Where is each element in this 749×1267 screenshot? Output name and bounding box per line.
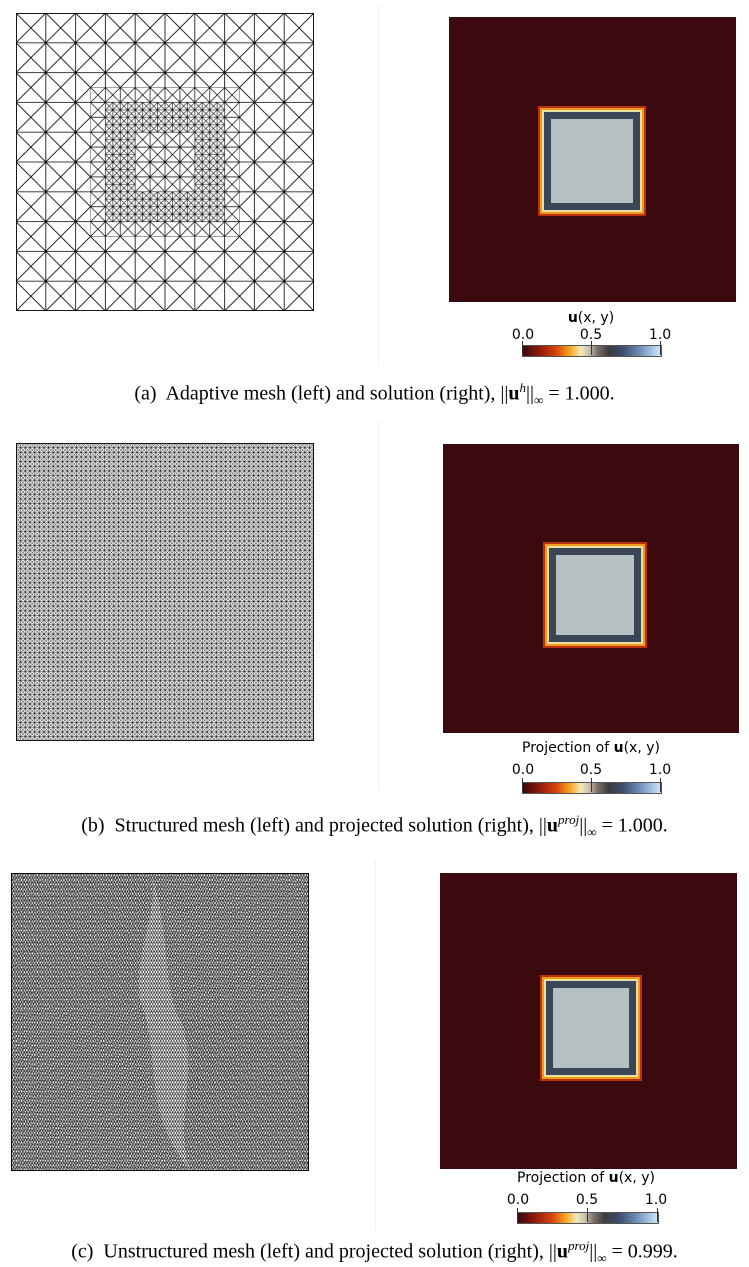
colorbar-tick-label: 1.0 (648, 762, 672, 778)
colorbar-tick-label: 0.0 (506, 1192, 530, 1208)
panel-separator (378, 5, 379, 365)
colorbar-tick (591, 341, 592, 355)
adaptive-mesh (16, 13, 314, 311)
colorbar-title: u(x, y) (567, 310, 615, 326)
caption-c: (c) Unstructured mesh (left) and projected solution (right), $||u^{proj}||_\infty = 0.999$. (71, 1238, 678, 1266)
colorbar-tick-label: 1.0 (644, 1192, 668, 1208)
solution-field (443, 444, 739, 733)
colorbar-tick (660, 341, 661, 355)
colorbar-tick-label: 0.5 (575, 1192, 599, 1208)
caption-a: (a) Adaptive mesh (left) and solution (right), $||u^h||_\infty = 1.000$. (134, 380, 615, 408)
colorbar-tick (587, 1208, 588, 1222)
colorbar-tick-label: 0.0 (511, 327, 535, 343)
colorbar-tick-label: 0.5 (579, 762, 603, 778)
solution-square (544, 112, 640, 210)
colorbar-tick (660, 778, 661, 792)
solution-field (440, 873, 737, 1169)
solution-square (546, 981, 636, 1075)
colorbar-title: Projection of u(x, y) (517, 1170, 655, 1186)
colorbar-tick (522, 778, 523, 792)
caption-b: (b) Structured mesh (left) and projected solution (right), $||u^{proj}||_\infty = 1.000$. (81, 812, 668, 840)
structured-mesh (16, 443, 314, 741)
solution-field (449, 17, 736, 302)
colorbar-tick (591, 778, 592, 792)
colorbar-tick-label: 1.0 (648, 327, 672, 343)
colorbar-tick-label: 0.5 (579, 327, 603, 343)
solution-square (549, 548, 641, 642)
panel-separator (375, 860, 376, 1230)
colorbar-tick-label: 0.0 (511, 762, 535, 778)
colorbar (517, 1212, 659, 1224)
colorbar-tick (522, 341, 523, 355)
unstructured-mesh (11, 873, 309, 1171)
colorbar-title: Projection of u(x, y) (522, 740, 660, 756)
colorbar-tick (657, 1208, 658, 1222)
panel-separator (378, 420, 379, 790)
colorbar (522, 782, 662, 794)
colorbar (522, 345, 662, 357)
colorbar-tick (517, 1208, 518, 1222)
